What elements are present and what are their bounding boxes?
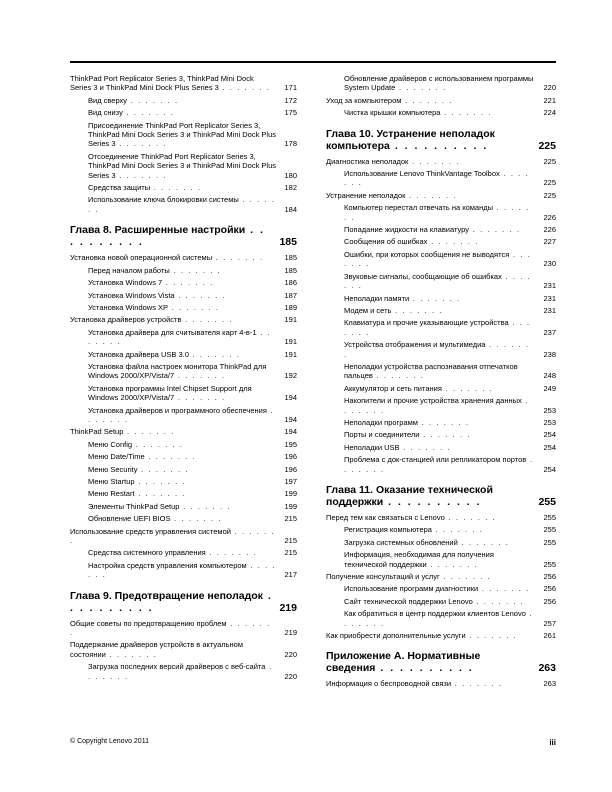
toc-page-number: 195 <box>284 439 297 449</box>
toc-page-number: 225 <box>543 190 556 200</box>
copyright-footer: © Copyright Lenovo 2011 <box>70 738 149 745</box>
toc-subentry[interactable] <box>70 662 297 681</box>
entry-title: Установка файла настроек монитора ThinkPad для Windows 2000/XP/Vista/7 <box>88 361 267 381</box>
leader-dots: . . . . . . . <box>70 526 276 546</box>
toc-subentry[interactable] <box>70 514 297 523</box>
toc-subentry[interactable] <box>326 306 556 315</box>
leader-dots: . . . . . . . <box>444 513 497 522</box>
toc-page-number: 253 <box>543 417 556 427</box>
toc-page-number: 225 <box>543 156 556 166</box>
entry-title: Перед тем как связаться с Lenovo <box>326 513 445 522</box>
toc-page-number: 220 <box>284 649 297 659</box>
toc-page-number: 182 <box>284 183 297 193</box>
entry-title: Неполадки памяти <box>344 293 410 303</box>
toc-page-number: 191 <box>284 349 297 359</box>
leader-dots: . . . . . . . <box>144 452 197 462</box>
toc-page-number: 255 <box>543 525 556 535</box>
toc-chapter-heading[interactable] <box>70 590 297 614</box>
toc-chapter-heading[interactable] <box>326 484 556 508</box>
toc-page-number: 215 <box>284 536 297 546</box>
toc-page-number: 197 <box>284 477 297 486</box>
leader-dots: . . . . . . . <box>105 649 158 659</box>
entry-title: Сайт технической поддержки Lenovo <box>344 596 473 606</box>
leader-dots: . . . . . . . <box>127 95 179 105</box>
leader-dots: . . . . . . . <box>344 169 530 188</box>
entry-title: Установка новой операционной системы <box>70 253 213 263</box>
entry-title: Установка Windows 7 <box>88 278 163 288</box>
entry-title: Информация, необходимая для получения технической поддержки <box>344 550 494 569</box>
entry-title: Попадание жидкости на клавиатуру <box>344 225 470 235</box>
entry-title: Меню Security <box>88 464 138 474</box>
toc-right-column <box>326 74 556 692</box>
entry-title: Присоединение ThinkPad Port Replicator Series 3, ThinkPad Mini Dock Series 3 и ThinkPad Mini Dock Plus Series 3 <box>88 120 277 149</box>
entry-title: Использование средств управления системой <box>70 526 231 536</box>
entry-title: Накопители и прочие устройства хранения данных <box>344 396 522 406</box>
toc-subentry[interactable] <box>326 108 556 117</box>
toc-subentry[interactable] <box>70 108 297 117</box>
leader-dots: . . . . . . . <box>168 302 220 312</box>
toc-entry[interactable] <box>70 527 297 546</box>
leader-dots: . . . . . . . <box>401 95 453 105</box>
toc-subentry[interactable] <box>70 278 297 287</box>
toc-entry[interactable] <box>326 96 556 105</box>
entry-title: Установка Windows XP <box>88 302 169 312</box>
entry-title: Перед началом работы <box>88 265 170 275</box>
toc-page-number: 255 <box>543 513 556 522</box>
entry-title: Неполадки устройства распознавания отпечатков пальцев <box>344 361 518 381</box>
chapter-title: Глава 10. Устранение неполадок компьютера <box>326 127 495 152</box>
leader-dots: . . . . . . . <box>469 225 521 235</box>
entry-title: Отсоединение ThinkPad Port Replicator Series 3, ThinkPad Mini Dock Series 3 и ThinkPad Mini Dock Plus Series 3 <box>88 151 277 180</box>
entry-title: ThinkPad Port Replicator Series 3, ThinkPad Mini Dock Series 3 и ThinkPad Mini Dock Plus Series 3 <box>70 74 254 93</box>
chapter-title: Приложение A. Нормативные сведения <box>326 650 481 675</box>
toc-page-number: 178 <box>284 139 297 149</box>
toc-page-number: 217 <box>284 570 297 580</box>
entry-title: Установка Windows Vista <box>88 290 175 300</box>
entry-title: Установка драйвера USB 3.0 <box>88 349 189 359</box>
toc-page-number: 175 <box>284 108 297 118</box>
leader-dots: . . . . . . . <box>344 203 530 222</box>
leader-dots: . . . . . . . <box>417 417 470 427</box>
entry-title: Получение консультаций и услуг <box>326 572 440 582</box>
toc-page-number: 224 <box>543 108 556 118</box>
page-number: iii <box>549 738 556 747</box>
leader-dots: . . . . . . . <box>419 430 472 440</box>
toc-subentry[interactable] <box>326 525 556 534</box>
entry-title: Сообщения об ошибках <box>344 237 428 247</box>
toc-subentry[interactable] <box>70 477 297 486</box>
toc-subentry[interactable] <box>326 443 556 452</box>
toc-page-number: 185 <box>284 253 297 263</box>
toc-subentry[interactable] <box>70 195 297 214</box>
toc-page-number: 221 <box>543 95 556 105</box>
toc-page-number: 172 <box>284 95 297 105</box>
toc-page-number: 225 <box>538 139 556 152</box>
toc-entry[interactable] <box>326 157 556 166</box>
toc-page-number: 196 <box>284 464 297 474</box>
entry-title: Аккумулятор и сеть питания <box>344 383 442 393</box>
leader-dots: . . . . . . . <box>150 183 202 193</box>
entry-title: Средства системного управления <box>88 548 206 558</box>
toc-page-number: 184 <box>284 204 297 214</box>
leader-dots: . . . . . . . <box>441 383 494 393</box>
leader-dots: . . . . . . . <box>440 108 493 118</box>
toc-chapter-heading[interactable] <box>326 650 556 674</box>
toc-page-number: 231 <box>543 293 556 303</box>
leader-dots: . . . . . . . <box>137 464 190 474</box>
toc-page-number: 261 <box>543 631 556 641</box>
chapter-title: Глава 8. Расширенные настройки <box>70 224 246 237</box>
toc-subentry[interactable] <box>70 266 297 275</box>
entry-title: Проблема с док-станцией или репликатором портов <box>344 455 527 465</box>
toc-page-number: 219 <box>284 628 297 638</box>
leader-dots: . . . . . . . <box>478 584 530 594</box>
entry-title: Использование программ диагностики <box>344 584 479 594</box>
toc-page-number: 253 <box>543 405 556 415</box>
toc-subentry[interactable] <box>70 350 297 359</box>
toc-subentry[interactable] <box>326 455 556 474</box>
toc-page-number: 238 <box>543 349 556 359</box>
entry-title: Настройка средств управления компьютером <box>88 560 247 570</box>
toc-page-number: 191 <box>284 315 297 325</box>
toc-page-number: 194 <box>284 427 297 437</box>
toc-entry[interactable] <box>70 253 297 262</box>
entry-title: Использование ключа блокировки системы <box>88 195 239 205</box>
toc-subentry[interactable] <box>70 548 297 557</box>
leader-dots: . . . . . . . <box>134 477 187 486</box>
toc-subentry[interactable] <box>70 328 297 347</box>
toc-page-number: 256 <box>543 596 556 606</box>
leader-dots: . . . . . . . <box>451 679 503 689</box>
leader-dots: . . . . . . . <box>70 618 271 638</box>
leader-dots: . . . . . . . <box>174 290 227 300</box>
leader-dots: . . . . . . . <box>88 560 277 580</box>
leader-dots: . . . . . . . <box>457 537 510 547</box>
entry-title: Меню Date/Time <box>88 452 145 462</box>
toc-subentry[interactable] <box>326 225 556 234</box>
toc-page-number: 231 <box>543 281 556 291</box>
entry-title: Чистка крышки компьютера <box>344 108 441 118</box>
toc-page-number: 254 <box>543 442 556 452</box>
toc-page-number: 249 <box>543 383 556 393</box>
entry-title: Вид снизу <box>88 108 123 118</box>
toc-page-number: 263 <box>543 679 556 689</box>
leader-dots: . . . . . . . . . . <box>383 496 482 508</box>
toc-page-number: 230 <box>543 259 556 269</box>
entry-title: Установка программы Intel Chipset Support для Windows 2000/XP/Vista/7 <box>88 383 252 403</box>
entry-title: Использование Lenovo ThinkVantage Toolbox <box>344 169 500 179</box>
leader-dots: . . . . . . . <box>344 318 531 337</box>
toc-page-number: 219 <box>279 601 297 614</box>
toc-subentry[interactable] <box>326 396 556 415</box>
leader-dots: . . . . . . . <box>170 514 223 524</box>
toc-page-number: 185 <box>284 265 297 275</box>
toc-subentry[interactable] <box>326 538 556 547</box>
toc-subentry[interactable] <box>326 584 556 593</box>
leader-dots: . . . . . . . <box>162 278 214 288</box>
toc-entry[interactable] <box>326 572 556 581</box>
toc-page-number: 189 <box>284 302 297 312</box>
toc-subentry[interactable] <box>326 550 556 569</box>
toc-page-number: 196 <box>284 452 297 462</box>
toc-subentry[interactable] <box>70 440 297 449</box>
toc-subentry[interactable] <box>70 152 297 180</box>
toc-subentry[interactable] <box>326 597 556 606</box>
leader-dots: . . . . . . . <box>426 559 479 569</box>
toc-subentry[interactable] <box>326 418 556 427</box>
toc-subentry[interactable] <box>70 183 297 192</box>
toc-subentry[interactable] <box>70 561 297 580</box>
toc-subentry[interactable] <box>326 169 556 188</box>
toc-entry[interactable] <box>326 631 556 640</box>
leader-dots: . . . . . . . <box>465 631 518 641</box>
leader-dots: . . . . . . . <box>391 305 443 315</box>
toc-page-number: 226 <box>543 212 556 222</box>
toc-page-number: 187 <box>284 290 297 300</box>
entry-title: Звуковые сигналы, сообщающие об ошибках <box>344 271 502 281</box>
toc-entry[interactable] <box>70 74 297 93</box>
entry-title: Неполадки USB <box>344 442 400 452</box>
toc-subentry[interactable] <box>70 303 297 312</box>
leader-dots: . . . . . . . <box>372 371 425 381</box>
leader-dots: . . . . . . . . . . <box>70 224 265 249</box>
toc-page-number: 180 <box>284 170 297 180</box>
entry-title: Вид сверху <box>88 95 128 105</box>
toc-entry[interactable] <box>70 315 297 324</box>
toc-page-number: 186 <box>284 278 297 288</box>
toc-page-number: 255 <box>543 537 556 547</box>
leader-dots: . . . . . . . <box>427 237 479 247</box>
toc-page-number: 255 <box>543 559 556 569</box>
toc-subentry[interactable] <box>326 250 556 269</box>
toc-page-number: 194 <box>284 393 297 403</box>
leader-dots: . . . . . . . <box>431 525 484 535</box>
toc-subentry[interactable] <box>70 291 297 300</box>
toc-subentry[interactable] <box>326 294 556 303</box>
toc-subentry[interactable] <box>326 272 556 291</box>
leader-dots: . . . . . . . <box>405 190 458 200</box>
toc-page-number: 257 <box>543 618 556 628</box>
leader-dots: . . . . . . . . . . <box>70 589 273 614</box>
entry-title: Общие советы по предотвращению проблем <box>70 618 227 628</box>
toc-page-number: 220 <box>284 671 297 681</box>
leader-dots: . . . . . . . <box>408 156 460 166</box>
entry-title: Обновление UEFI BIOS <box>88 514 171 524</box>
toc-page-number: 231 <box>543 305 556 315</box>
entry-title: Меню Config <box>88 439 133 449</box>
toc-subentry[interactable] <box>326 203 556 222</box>
leader-dots: . . . . . . . <box>188 349 241 359</box>
entry-title: Поддержание драйверов устройств в актуальном состоянии <box>70 640 244 659</box>
leader-dots: . . . . . . . <box>115 170 168 180</box>
toc-chapter-heading[interactable] <box>326 128 556 152</box>
toc-page-number: 192 <box>284 371 297 381</box>
toc-entry[interactable] <box>70 619 297 638</box>
leader-dots: . . . . . . . <box>174 371 226 381</box>
leader-dots: . . . . . . . <box>344 609 534 628</box>
toc-page-number: 225 <box>543 178 556 188</box>
toc-subentry[interactable] <box>70 121 297 149</box>
toc-page-number: 191 <box>284 337 297 347</box>
chapter-title: Глава 11. Оказание технической поддержки <box>326 484 493 508</box>
toc-subentry[interactable] <box>70 452 297 461</box>
toc-subentry[interactable] <box>70 362 297 381</box>
toc-page-number: 254 <box>543 464 556 474</box>
entry-title: Как обратиться в центр поддержки клиентов Lenovo <box>344 609 526 619</box>
toc-page-number: 185 <box>279 236 297 249</box>
leader-dots: . . . . . . . <box>115 139 168 149</box>
toc-page-number: 254 <box>543 430 556 440</box>
toc-page-number: 256 <box>543 584 556 594</box>
entry-title: Порты и соединители <box>344 430 420 440</box>
leader-dots: . . . . . . . <box>134 489 187 499</box>
toc-subentry[interactable] <box>326 362 556 381</box>
leader-dots: . . . . . . . <box>88 327 272 347</box>
toc-subentry[interactable] <box>70 384 297 403</box>
entry-title: Неполадки программ <box>344 417 418 427</box>
leader-dots: . . . . . . . <box>344 396 530 415</box>
leader-dots: . . . . . . . <box>169 265 222 275</box>
toc-page-number: 227 <box>543 237 556 247</box>
entry-title: Меню Startup <box>88 477 135 486</box>
leader-dots: . . . . . . . <box>132 439 184 449</box>
toc-page-number: 248 <box>543 371 556 381</box>
toc-page-number: 215 <box>284 548 297 558</box>
leader-dots: . . . . . . . <box>409 293 461 303</box>
entry-title: Установка драйвера для считывателя карт 4-в-1 <box>88 327 257 337</box>
leader-dots: . . . . . . . <box>399 442 452 452</box>
toc-subentry[interactable] <box>326 430 556 439</box>
toc-subentry[interactable] <box>70 502 297 511</box>
entry-title: Средства защиты <box>88 183 151 193</box>
entry-title: ThinkPad Setup <box>70 427 124 437</box>
leader-dots: . . . . . . . <box>344 271 532 291</box>
toc-page-number: 256 <box>543 572 556 582</box>
leader-dots: . . . . . . . <box>439 572 492 582</box>
entry-title: Элементы ThinkPad Setup <box>88 501 180 511</box>
entry-title: Загрузка последних версий драйверов с веб-сайта <box>88 662 266 672</box>
leader-dots: . . . . . . . <box>472 596 525 606</box>
entry-title: Регистрация компьютера <box>344 525 432 535</box>
entry-title: Диагностика неполадок <box>326 156 409 166</box>
entry-title: Компьютер перестал отвечать на команды <box>344 203 493 213</box>
toc-page-number: 199 <box>284 489 297 499</box>
toc-entry[interactable] <box>70 640 297 659</box>
leader-dots: . . . . . . . <box>179 501 232 511</box>
leader-dots: . . . . . . . <box>218 83 271 93</box>
toc-page-number: 220 <box>543 83 556 93</box>
leader-dots: . . . . . . . <box>344 249 532 269</box>
leader-dots: . . . . . . . <box>88 405 275 424</box>
leader-dots: . . . . . . . <box>122 108 175 118</box>
leader-dots: . . . . . . . <box>205 548 258 558</box>
leader-dots: . . . . . . . <box>212 253 264 263</box>
toc-left-column <box>70 74 297 684</box>
toc-subentry[interactable] <box>70 465 297 474</box>
toc-page-number: 263 <box>538 662 556 675</box>
leader-dots: . . . . . . . . . . <box>375 662 474 675</box>
toc-subentry[interactable] <box>326 318 556 337</box>
entry-title: Модем и сеть <box>344 305 392 315</box>
toc-page-number: 171 <box>284 83 297 93</box>
entry-title: Уход за компьютером <box>326 95 402 105</box>
toc-chapter-heading[interactable] <box>70 224 297 248</box>
entry-title: Как приобрести дополнительные услуги <box>326 631 466 641</box>
toc-entry[interactable] <box>70 427 297 436</box>
toc-subentry[interactable] <box>326 237 556 246</box>
entry-title: Информация о беспроводной связи <box>326 679 452 689</box>
leader-dots: . . . . . . . <box>344 455 534 474</box>
toc-subentry[interactable] <box>70 406 297 425</box>
entry-title: Загрузка системных обновлений <box>344 537 458 547</box>
entry-title: Установка драйверов и программного обеспечения <box>88 405 267 415</box>
toc-page-number: 199 <box>284 501 297 511</box>
toc-subentry[interactable] <box>326 609 556 628</box>
leader-dots: . . . . . . . <box>181 315 234 325</box>
toc-entry[interactable] <box>326 679 556 688</box>
entry-title: Обновление драйверов с использованием программы System Update <box>344 74 534 93</box>
toc-page-number: 194 <box>284 414 297 424</box>
toc-page-number: 215 <box>284 514 297 524</box>
toc-subentry[interactable] <box>326 340 556 359</box>
toc-entry[interactable] <box>326 513 556 522</box>
leader-dots: . . . . . . . <box>395 83 447 93</box>
toc-page-number: 255 <box>538 496 556 508</box>
leader-dots: . . . . . . . <box>88 195 276 214</box>
entry-title: Клавиатура и прочие указывающие устройства <box>344 318 509 328</box>
toc-subentry[interactable] <box>70 489 297 498</box>
entry-title: Ошибки, при которых сообщения не выводятся <box>344 249 510 259</box>
entry-title: Устранение неполадок <box>326 190 406 200</box>
entry-title: Установка драйверов устройств <box>70 315 182 325</box>
toc-page-number: 226 <box>543 225 556 235</box>
leader-dots: . . . . . . . . . . <box>389 139 489 152</box>
header-rule <box>70 61 556 63</box>
leader-dots: . . . . . . . <box>344 340 530 359</box>
entry-title: Меню Restart <box>88 489 135 499</box>
toc-subentry[interactable] <box>326 384 556 393</box>
leader-dots: . . . . . . . <box>88 662 273 681</box>
leader-dots: . . . . . . . <box>123 427 175 437</box>
toc-subentry[interactable] <box>70 96 297 105</box>
toc-subentry[interactable] <box>326 74 556 93</box>
entry-title: Устройства отображения и мультимедиа <box>344 340 486 350</box>
toc-entry[interactable] <box>326 191 556 200</box>
leader-dots: . . . . . . . <box>174 393 226 403</box>
chapter-title: Глава 9. Предотвращение неполадок <box>70 589 263 602</box>
toc-page-number: 237 <box>543 327 556 337</box>
